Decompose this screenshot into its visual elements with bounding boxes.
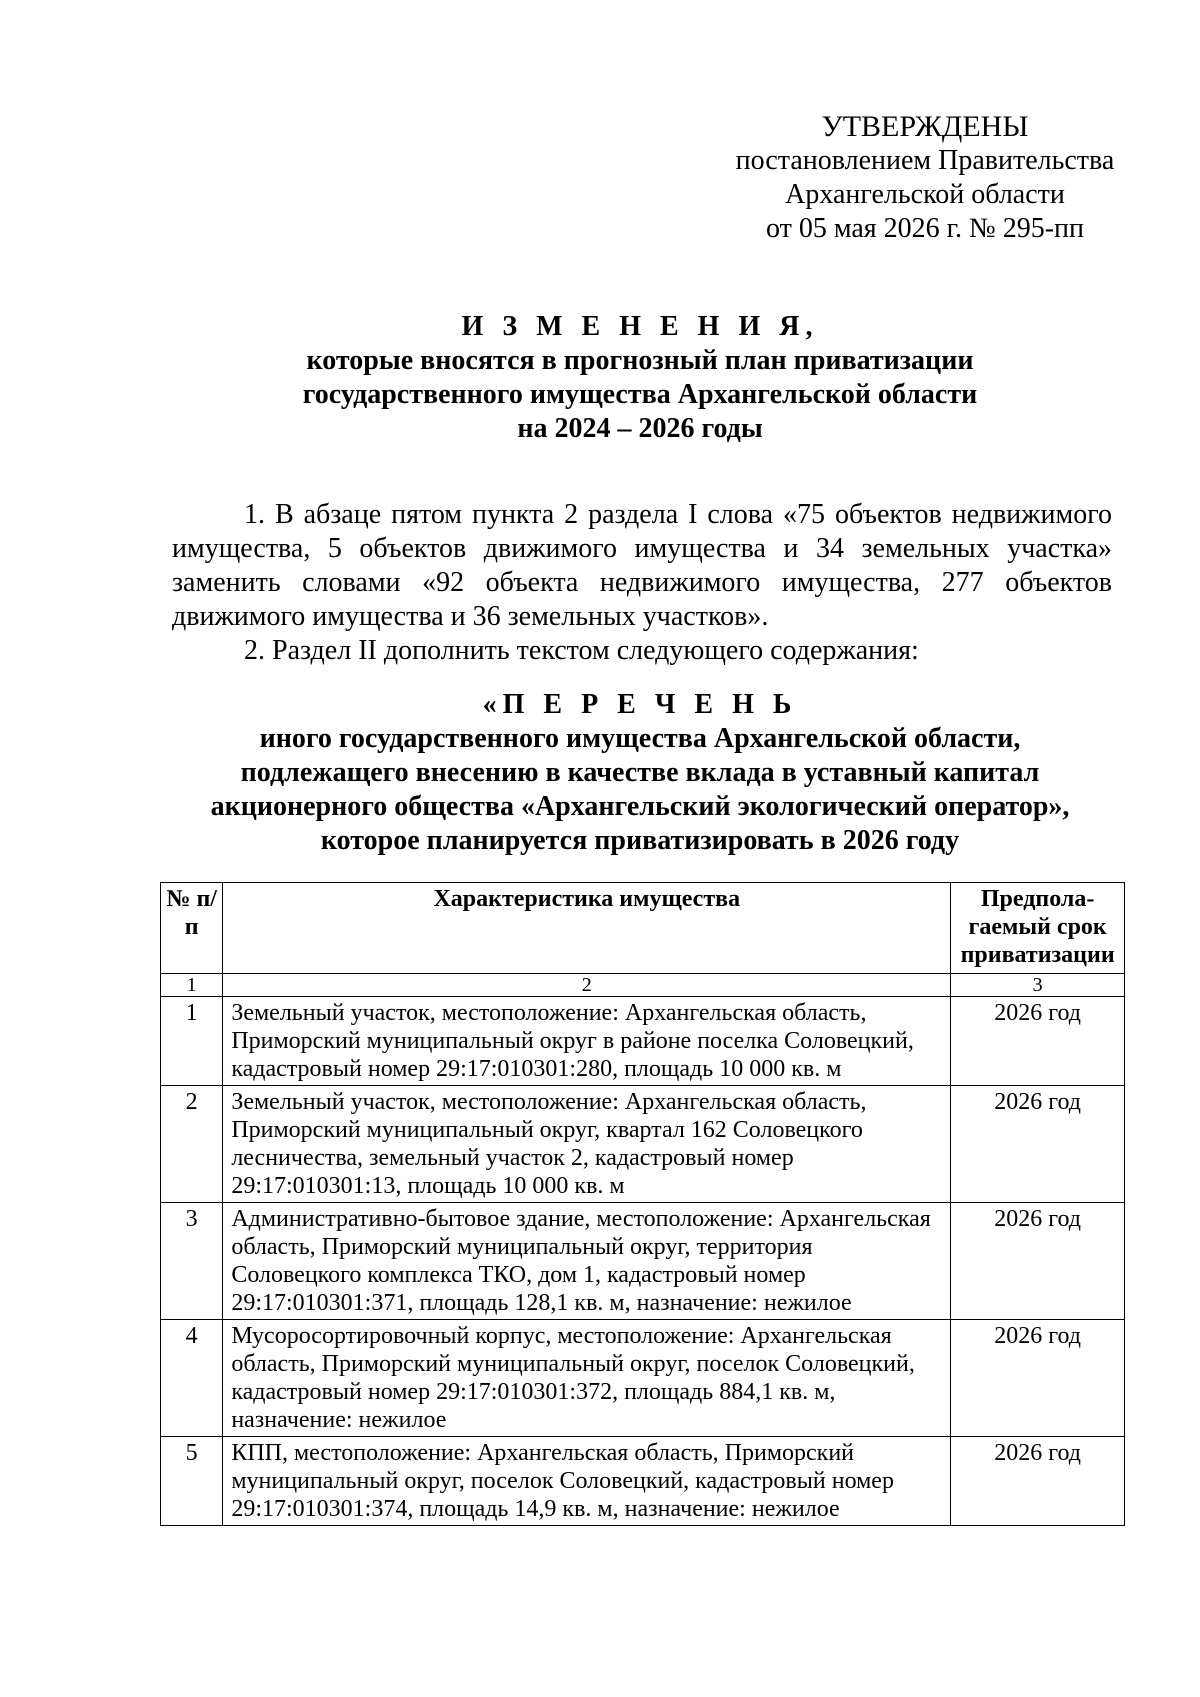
list-subtitle-line-5: которое планируется приватизировать в 2026 году — [320, 825, 960, 856]
row-num: 1 — [161, 997, 223, 1086]
list-subtitle-line-4: акционерного общества «Архангельский экологический оператор», — [210, 791, 1070, 822]
document-title: И З М Е Н Е Н И Я, — [461, 311, 819, 342]
approval-line-3: Архангельской области — [785, 179, 1065, 210]
index-cell-1: 1 — [161, 974, 223, 997]
row-description: Земельный участок, местоположение: Архангельская область, Приморский муниципальный округ, квартал 162 Соловецкого лесничества, земельный участок 2, кадастровый номер 29:17:010301:13, площадь 10 000 кв. м — [223, 1086, 951, 1203]
approval-title: УТВЕРЖДЕНЫ — [821, 110, 1029, 143]
row-term: 2026 год — [951, 997, 1125, 1086]
body-text — [172, 498, 1112, 668]
row-description: Мусоросортировочный корпус, местоположение: Архангельская область, Приморский муниципальный округ, поселок Соловецкий, кадастровый номер 29:17:010301:372, площадь 884,1 кв. м, назначение: нежилое — [223, 1320, 951, 1437]
row-term: 2026 год — [951, 1320, 1125, 1437]
table-row — [161, 1203, 1125, 1320]
index-cell-3: 3 — [951, 974, 1125, 997]
paragraph-1: 1. В абзаце пятом пункта 2 раздела I слова «75 объектов недвижимого имущества, 5 объектов движимого имущества и 34 земельных участка» заменить словами «92 объекта недвижимого имущества, 277 объектов движимого имущества и 36 земельных участков». — [172, 499, 1112, 632]
document-subtitle-line-4: на 2024 – 2026 годы — [517, 413, 763, 444]
row-description: Земельный участок, местоположение: Архангельская область, Приморский муниципальный округ в районе поселка Соловецкий, кадастровый номер 29:17:010301:280, площадь 10 000 кв. м — [223, 997, 951, 1086]
approval-line-2: постановлением Правительства — [735, 145, 1115, 176]
row-term: 2026 год — [951, 1437, 1125, 1526]
table-index-row — [161, 974, 1125, 997]
header-num: № п/п — [161, 883, 223, 974]
approval-block — [700, 110, 1150, 246]
list-title: «П Е Р Е Ч Е Н Ь — [482, 689, 798, 720]
paragraph-2: 2. Раздел II дополнить текстом следующего содержания: — [244, 635, 919, 666]
list-heading — [160, 688, 1120, 858]
property-table — [160, 882, 1125, 1526]
document-heading — [160, 310, 1120, 446]
header-term: Предпола-гаемый срок приватизации — [951, 883, 1125, 974]
document-subtitle-line-2: которые вносятся в прогнозный план приватизации — [306, 345, 974, 376]
row-num: 5 — [161, 1437, 223, 1526]
row-description: КПП, местоположение: Архангельская область, Приморский муниципальный округ, поселок Соловецкий, кадастровый номер 29:17:010301:374, площадь 14,9 кв. м, назначение: нежилое — [223, 1437, 951, 1526]
index-cell-2: 2 — [223, 974, 951, 997]
row-term: 2026 год — [951, 1086, 1125, 1203]
row-num: 2 — [161, 1086, 223, 1203]
row-description: Административно-бытовое здание, местоположение: Архангельская область, Приморский муниципальный округ, территория Соловецкого комплекса ТКО, дом 1, кадастровый номер 29:17:010301:371, площадь 128,1 кв. м, назначение: нежилое — [223, 1203, 951, 1320]
row-num: 3 — [161, 1203, 223, 1320]
header-characteristic: Характеристика имущества — [223, 883, 951, 974]
document-subtitle-line-3: государственного имущества Архангельской области — [302, 379, 978, 410]
row-num: 4 — [161, 1320, 223, 1437]
row-term: 2026 год — [951, 1203, 1125, 1320]
table-row — [161, 997, 1125, 1086]
table-header-row — [161, 883, 1125, 974]
table-row — [161, 1437, 1125, 1526]
approval-date: от 05 мая 2026 г. № 295-пп — [765, 213, 1085, 244]
table-row — [161, 1320, 1125, 1437]
list-subtitle-line-2: иного государственного имущества Архангельской области, — [259, 723, 1021, 754]
list-subtitle-line-3: подлежащего внесению в качестве вклада в уставный капитал — [240, 757, 1040, 788]
table-row — [161, 1086, 1125, 1203]
